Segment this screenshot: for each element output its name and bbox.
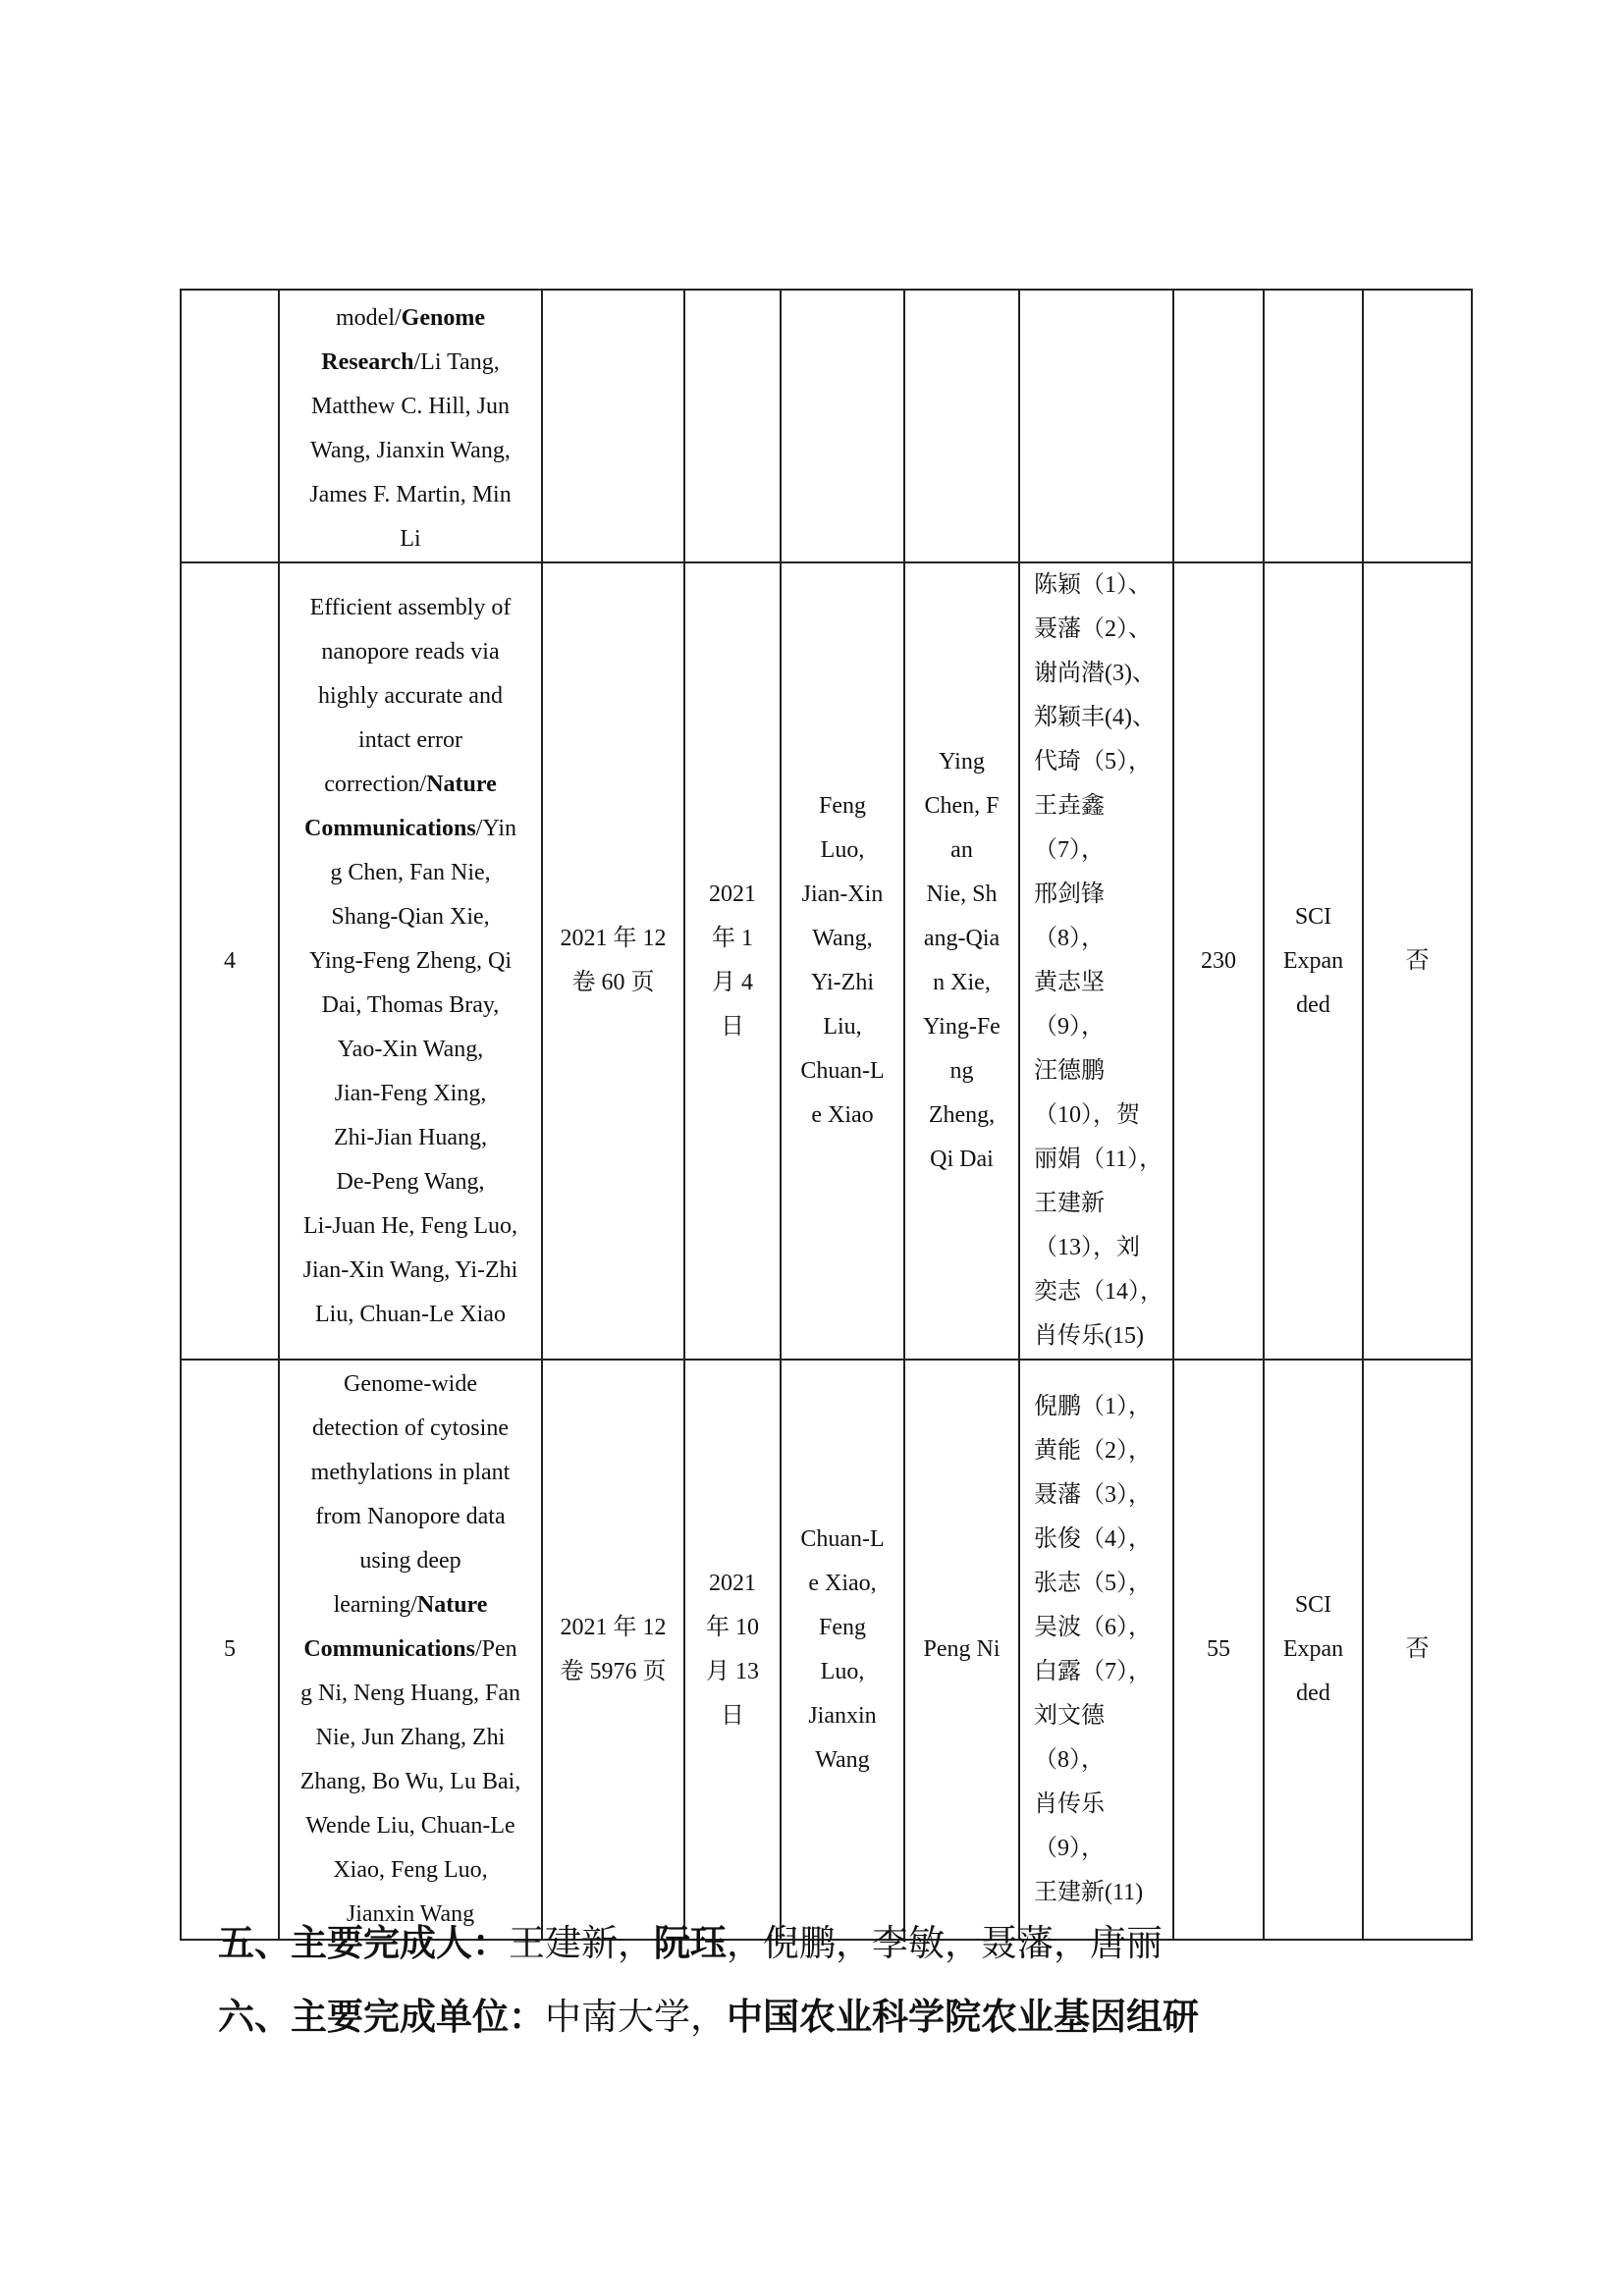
title-line xyxy=(294,1204,527,1249)
section-text: 中国农业科学院农业基因组研 xyxy=(727,1995,1199,2038)
title-text: correction/ xyxy=(324,771,427,797)
cell-line: Feng xyxy=(819,1614,866,1640)
domestic-authors-cell xyxy=(1019,562,1173,1360)
cell-line: Ying-Fe xyxy=(923,1014,1001,1040)
cell-line: 年 1 xyxy=(712,926,753,951)
cell-line: 肖传乐（9）， xyxy=(1034,1790,1105,1861)
table-row xyxy=(181,1360,1472,1940)
title-line xyxy=(294,719,527,763)
title-text: Zhang, Bo Wu, Lu Bai, xyxy=(299,1769,521,1794)
journal-name: Nature xyxy=(426,771,497,797)
section-text: 阮珏 xyxy=(654,1921,727,1964)
main-units-label: 六、主要完成单位： xyxy=(218,1995,545,2038)
title-text: Zhi-Jian Huang, xyxy=(334,1124,487,1150)
title-text: using deep xyxy=(359,1548,461,1574)
title-line xyxy=(294,984,527,1028)
title-line xyxy=(294,1848,527,1893)
index-type-cell xyxy=(1264,1360,1363,1940)
patent-flag-cell: 否 xyxy=(1363,562,1472,1360)
title-line xyxy=(294,1672,527,1716)
first-author-cell xyxy=(904,290,1019,562)
journal-name: Genome xyxy=(401,305,485,331)
first-author-cell xyxy=(904,1360,1019,1940)
title-text: Jianxin Wang xyxy=(346,1901,475,1927)
corresponding-author-cell xyxy=(781,1360,904,1940)
title-line xyxy=(294,1628,527,1672)
cell-line: 2021 年 12 xyxy=(560,1614,667,1640)
cell-line: 白露（7）， xyxy=(1034,1658,1152,1684)
cell-line: 聂藩（3）， xyxy=(1034,1481,1152,1508)
title-text: /Yin xyxy=(475,815,517,841)
cell-line: 张俊（4）， xyxy=(1034,1525,1152,1552)
row-number: 5 xyxy=(181,1360,279,1940)
cell-line: 2021 xyxy=(709,881,756,907)
title-line xyxy=(294,807,527,851)
title-line xyxy=(294,385,527,429)
title-line xyxy=(294,1116,527,1160)
title-line xyxy=(294,895,527,939)
cell-line: e Xiao xyxy=(811,1102,874,1128)
title-text: highly accurate and xyxy=(318,682,503,709)
title-text: Li-Juan He, Feng Luo, xyxy=(303,1212,517,1239)
cell-line: 王垚鑫（7）， xyxy=(1034,793,1105,863)
cell-line: 王建新 xyxy=(1034,1191,1105,1216)
title-text: James F. Martin, Min xyxy=(309,482,512,507)
citations-cell: 55 xyxy=(1173,1360,1264,1940)
title-line xyxy=(294,1072,527,1116)
cell-line: Jian-Xin xyxy=(801,881,884,907)
title-line xyxy=(294,517,527,561)
cell-line: Qi Dai xyxy=(930,1147,994,1172)
title-line xyxy=(294,851,527,895)
title-text: Nie, Jun Zhang, Zhi xyxy=(315,1725,506,1750)
journal-name: Communications xyxy=(303,1636,475,1662)
cell-line: Peng Ni xyxy=(923,1636,1001,1662)
cell-line: SCI xyxy=(1294,1592,1332,1618)
cell-line: e Xiao, xyxy=(808,1570,877,1596)
title-line xyxy=(294,296,527,341)
cell-line: （13），刘 xyxy=(1034,1235,1140,1260)
cell-line: SCI xyxy=(1294,903,1332,930)
cell-line: 王建新(11) xyxy=(1034,1879,1144,1905)
cell-line: n Xie, xyxy=(933,970,991,995)
paper-title-cell xyxy=(279,562,542,1360)
title-text: intact error xyxy=(358,726,462,753)
cell-line: 日 xyxy=(721,1702,744,1729)
cell-line: 卷 5976 页 xyxy=(560,1658,667,1684)
section-text: 王建新， xyxy=(509,1922,654,1964)
journal-name: Nature xyxy=(416,1592,488,1618)
title-text: Wende Liu, Chuan-Le xyxy=(305,1813,515,1839)
publish-date-cell xyxy=(684,290,781,562)
cell-line: 邢剑锋（8）， xyxy=(1034,881,1105,951)
title-text: Efficient assembly of xyxy=(309,594,512,620)
cell-line: 郑颖丰(4)、 xyxy=(1034,705,1156,730)
cell-line: Jianxin xyxy=(808,1702,877,1729)
cell-line: ang-Qia xyxy=(923,926,1001,951)
publish-date-cell xyxy=(684,1360,781,1940)
volume-pages-cell xyxy=(542,290,684,562)
row-number: 4 xyxy=(181,562,279,1360)
citations-cell: 230 xyxy=(1173,562,1264,1360)
publication-table xyxy=(180,289,1473,1941)
title-text: Ying-Feng Zheng, Qi xyxy=(309,947,512,974)
title-text: Li xyxy=(400,526,421,552)
index-type-cell xyxy=(1264,290,1363,562)
cell-line: 黄志坚（9）， xyxy=(1034,970,1105,1040)
cell-line: 丽娟（11）， xyxy=(1034,1147,1164,1172)
cell-line: ded xyxy=(1296,991,1330,1018)
title-line xyxy=(294,1160,527,1204)
title-line xyxy=(294,1028,527,1072)
title-text: Genome-wide xyxy=(344,1371,477,1397)
section-text: ，倪鹏，李敏，聂藩，唐丽 xyxy=(727,1922,1163,1964)
title-line xyxy=(294,586,527,630)
index-type-cell xyxy=(1264,562,1363,1360)
cell-line: 谢尚潜(3)、 xyxy=(1034,661,1156,686)
volume-pages-cell xyxy=(542,562,684,1360)
cell-line: 2021 xyxy=(709,1570,756,1596)
title-text: De-Peng Wang, xyxy=(336,1168,485,1195)
main-contributors-section xyxy=(218,1919,1163,1967)
cell-line: Luo, xyxy=(820,837,865,863)
title-text: nanopore reads via xyxy=(321,638,500,665)
cell-line: Ying xyxy=(939,749,985,774)
title-text: Liu, Chuan-Le Xiao xyxy=(315,1301,506,1327)
cell-line: （10），贺 xyxy=(1034,1102,1140,1128)
title-text: from Nanopore data xyxy=(315,1504,506,1529)
table-row xyxy=(181,562,1472,1360)
title-text: Dai, Thomas Bray, xyxy=(321,991,500,1018)
cell-line: 月 4 xyxy=(712,970,753,995)
cell-line: an xyxy=(950,837,973,863)
cell-line: 聂藩（2）、 xyxy=(1034,616,1152,642)
cell-line: Chen, F xyxy=(924,793,1000,819)
title-line xyxy=(294,1249,527,1293)
title-line xyxy=(294,939,527,984)
cell-line: 卷 60 页 xyxy=(571,970,655,995)
title-line xyxy=(294,1495,527,1539)
cell-line: 月 13 xyxy=(706,1658,759,1684)
title-line xyxy=(294,630,527,674)
paper-title-cell xyxy=(279,290,542,562)
cell-line: Nie, Sh xyxy=(926,881,998,907)
publish-date-cell xyxy=(684,562,781,1360)
title-text: Jian-Xin Wang, Yi-Zhi xyxy=(302,1256,518,1283)
paper-title-cell xyxy=(279,1360,542,1940)
cell-line: 奕志（14）， xyxy=(1034,1279,1164,1305)
cell-line: Wang xyxy=(815,1746,870,1773)
title-text: model/ xyxy=(336,305,402,331)
cell-line: 2021 年 12 xyxy=(560,926,667,951)
title-text: Yao-Xin Wang, xyxy=(337,1036,484,1062)
title-text: Shang-Qian Xie, xyxy=(331,903,490,930)
title-line xyxy=(294,1716,527,1760)
title-line xyxy=(294,1362,527,1407)
cell-line: ded xyxy=(1296,1681,1330,1706)
cell-line: Expan xyxy=(1282,947,1344,974)
title-line xyxy=(294,674,527,719)
citations-cell xyxy=(1173,290,1264,562)
patent-flag-cell: 否 xyxy=(1363,1360,1472,1940)
title-text: g Chen, Fan Nie, xyxy=(330,859,491,885)
cell-line: Chuan-L xyxy=(800,1058,885,1084)
title-line xyxy=(294,1407,527,1451)
title-text: g Ni, Neng Huang, Fan xyxy=(300,1681,520,1706)
domestic-authors-cell xyxy=(1019,1360,1173,1940)
title-text: /Pen xyxy=(475,1636,517,1662)
title-text: Xiao, Feng Luo, xyxy=(333,1857,488,1883)
cell-line: 陈颖（1）、 xyxy=(1034,572,1152,598)
cell-line: 倪鹏（1）， xyxy=(1034,1393,1152,1419)
volume-pages-cell xyxy=(542,1360,684,1940)
row-number xyxy=(181,290,279,562)
cell-line: 年 10 xyxy=(706,1614,759,1640)
corresponding-author-cell xyxy=(781,290,904,562)
title-text: Wang, Jianxin Wang, xyxy=(310,438,511,463)
cell-line: 吴波（6）， xyxy=(1034,1614,1152,1640)
main-units-section xyxy=(218,1993,1199,2041)
cell-line: Chuan-L xyxy=(800,1525,885,1552)
title-line xyxy=(294,1760,527,1804)
journal-name: Communications xyxy=(303,815,476,841)
patent-flag-cell xyxy=(1363,290,1472,562)
section-text: 中南大学， xyxy=(545,1996,727,2038)
cell-line: Luo, xyxy=(820,1658,865,1684)
title-line xyxy=(294,763,527,807)
first-author-cell xyxy=(904,562,1019,1360)
title-line xyxy=(294,429,527,473)
domestic-authors-cell xyxy=(1019,290,1173,562)
cell-line: Zheng, xyxy=(928,1102,996,1128)
title-line xyxy=(294,1293,527,1337)
cell-line: Yi-Zhi xyxy=(811,970,874,995)
table-row xyxy=(181,290,1472,562)
title-text: /Li Tang, xyxy=(413,349,500,375)
cell-line: Wang, xyxy=(812,926,873,951)
title-line xyxy=(294,1539,527,1583)
title-text: methylations in plant xyxy=(310,1460,511,1485)
cell-line: Expan xyxy=(1282,1636,1344,1662)
main-contributors-names xyxy=(509,1922,1163,1964)
journal-name: Research xyxy=(321,349,414,375)
title-text: learning/ xyxy=(333,1592,417,1618)
corresponding-author-cell xyxy=(781,562,904,1360)
cell-line: 汪德鹏 xyxy=(1034,1058,1105,1084)
cell-line: 刘文德（8）， xyxy=(1034,1702,1105,1773)
title-line xyxy=(294,1583,527,1628)
title-text: detection of cytosine xyxy=(312,1415,509,1441)
cell-line: Feng xyxy=(819,793,866,819)
title-line xyxy=(294,341,527,385)
cell-line: Liu, xyxy=(823,1014,862,1040)
main-units-names xyxy=(545,1996,1199,2038)
cell-line: ng xyxy=(949,1058,974,1084)
cell-line: 日 xyxy=(721,1014,744,1040)
cell-line: 代琦（5）， xyxy=(1034,749,1152,774)
title-line xyxy=(294,1804,527,1848)
title-line xyxy=(294,473,527,517)
cell-line: 黄能（2）， xyxy=(1034,1437,1152,1464)
main-contributors-label: 五、主要完成人： xyxy=(218,1921,509,1964)
cell-line: 肖传乐(15) xyxy=(1034,1323,1144,1349)
title-text: Matthew C. Hill, Jun xyxy=(311,394,510,419)
title-line xyxy=(294,1451,527,1495)
cell-line: 张志（5）， xyxy=(1034,1570,1152,1596)
title-text: Jian-Feng Xing, xyxy=(334,1080,487,1106)
